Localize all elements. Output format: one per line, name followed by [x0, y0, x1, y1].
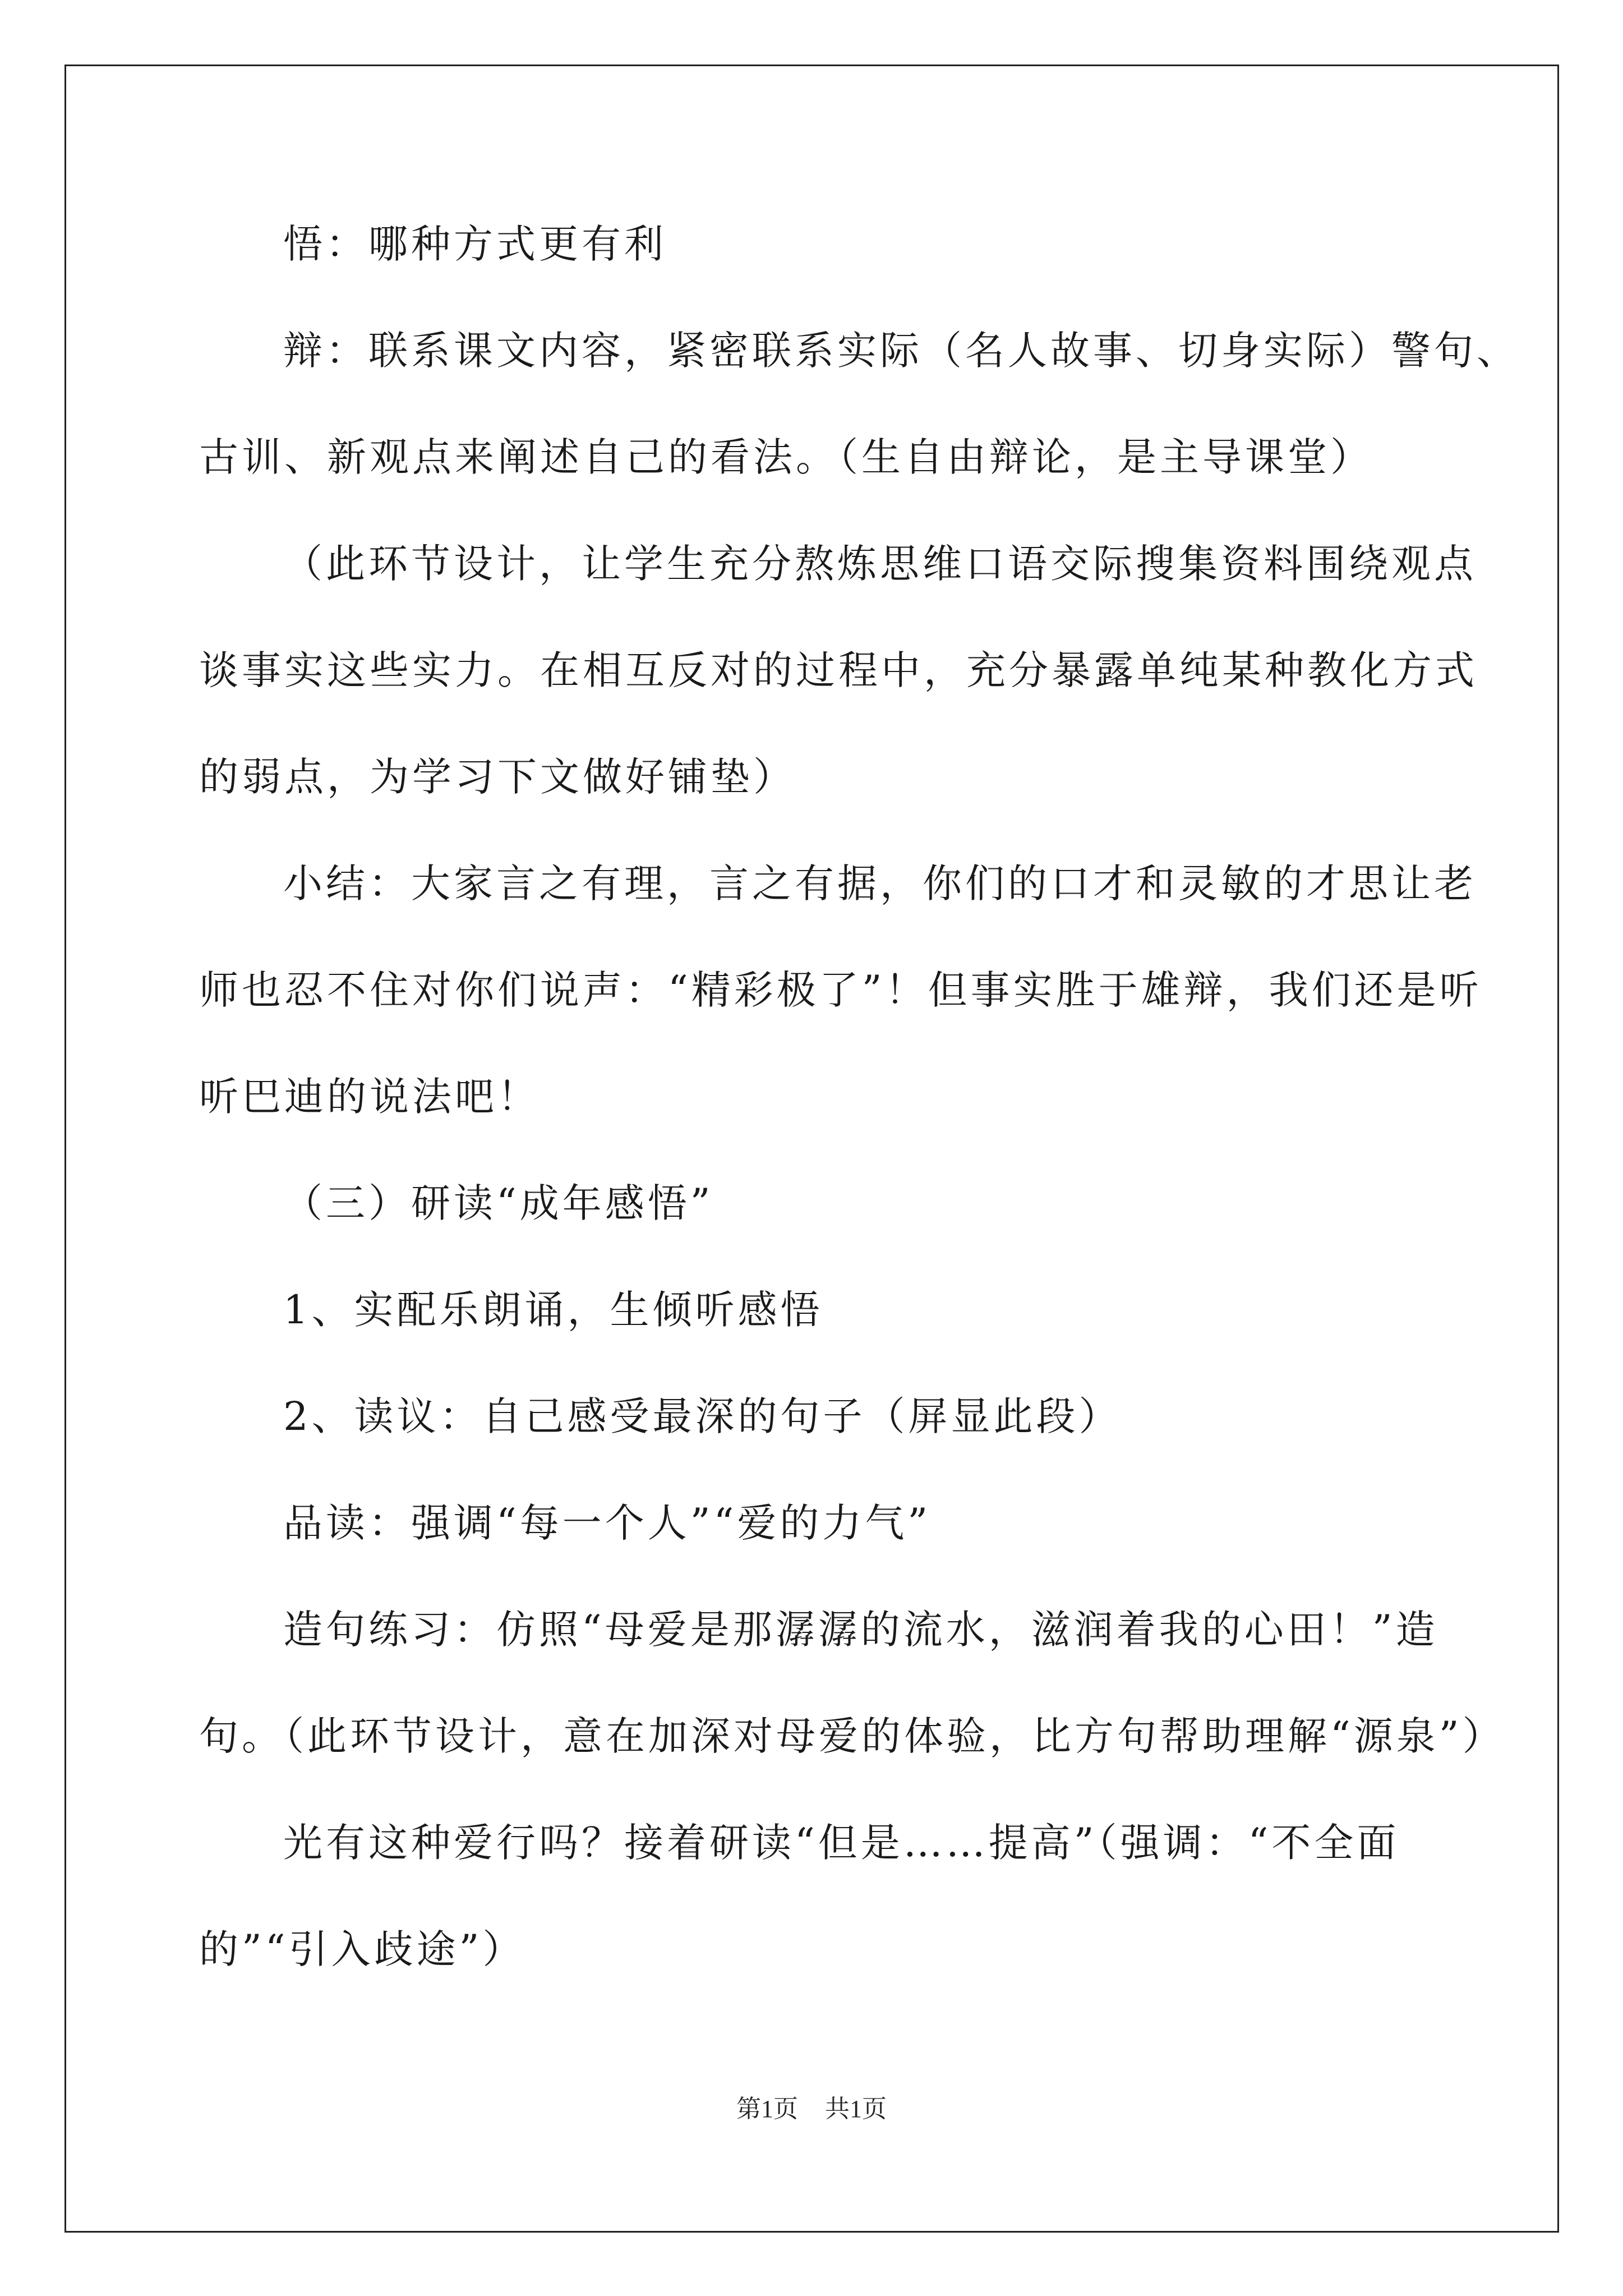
paragraph-line: 句。（此环节设计，意在加深对母爱的体验，比方句帮助理解“源泉”） [199, 1713, 1505, 1759]
paragraph-line: 谈事实这些实力。在相互反对的过程中，充分暴露单纯某种教化方式 [199, 647, 1478, 693]
paragraph-line: （三）研读“成年感悟” [283, 1180, 714, 1226]
paragraph-line: 2、读议：自己感受最深的句子（屏显此段） [283, 1393, 1122, 1439]
paragraph-line: 听巴迪的说法吧！ [199, 1074, 540, 1120]
page-total: 共1页 [825, 2095, 887, 2123]
paragraph-line: 1、实配乐朗诵，生倾听感悟 [283, 1287, 823, 1333]
paragraph-line: 的弱点，为学习下文做好铺垫） [199, 754, 796, 800]
paragraph-line: 古训、新观点来阐述自己的看法。（生自由辩论，是主导课堂） [199, 434, 1373, 480]
paragraph-line: 光有这种爱行吗？接着研读“但是……提高”（强调：“不全面 [283, 1820, 1400, 1866]
paragraph-line: 造句练习：仿照“母爱是那潺潺的流水，滋润着我的心田！”造 [283, 1607, 1438, 1653]
paragraph-line: 师也忍不住对你们说声：“精彩极了”！但事实胜于雄辩，我们还是听 [199, 967, 1482, 1013]
paragraph-line: 品读：强调“每一个人”“爱的力气” [283, 1500, 932, 1546]
paragraph-line: 的”“引入歧途”） [199, 1926, 525, 1972]
paragraph-line: （此环节设计，让学生充分熬炼思维口语交际搜集资料围绕观点 [283, 541, 1477, 587]
page-number: 第1页 [736, 2095, 798, 2123]
paragraph-line: 悟：哪种方式更有利 [283, 221, 667, 267]
page-border [64, 65, 1559, 2233]
paragraph-line: 辩：联系课文内容，紧密联系实际（名人故事、切身实际）警句、 [283, 328, 1519, 374]
page-footer [0, 2095, 1623, 2123]
paragraph-line: 小结：大家言之有理，言之有据，你们的口才和灵敏的才思让老 [283, 861, 1477, 907]
